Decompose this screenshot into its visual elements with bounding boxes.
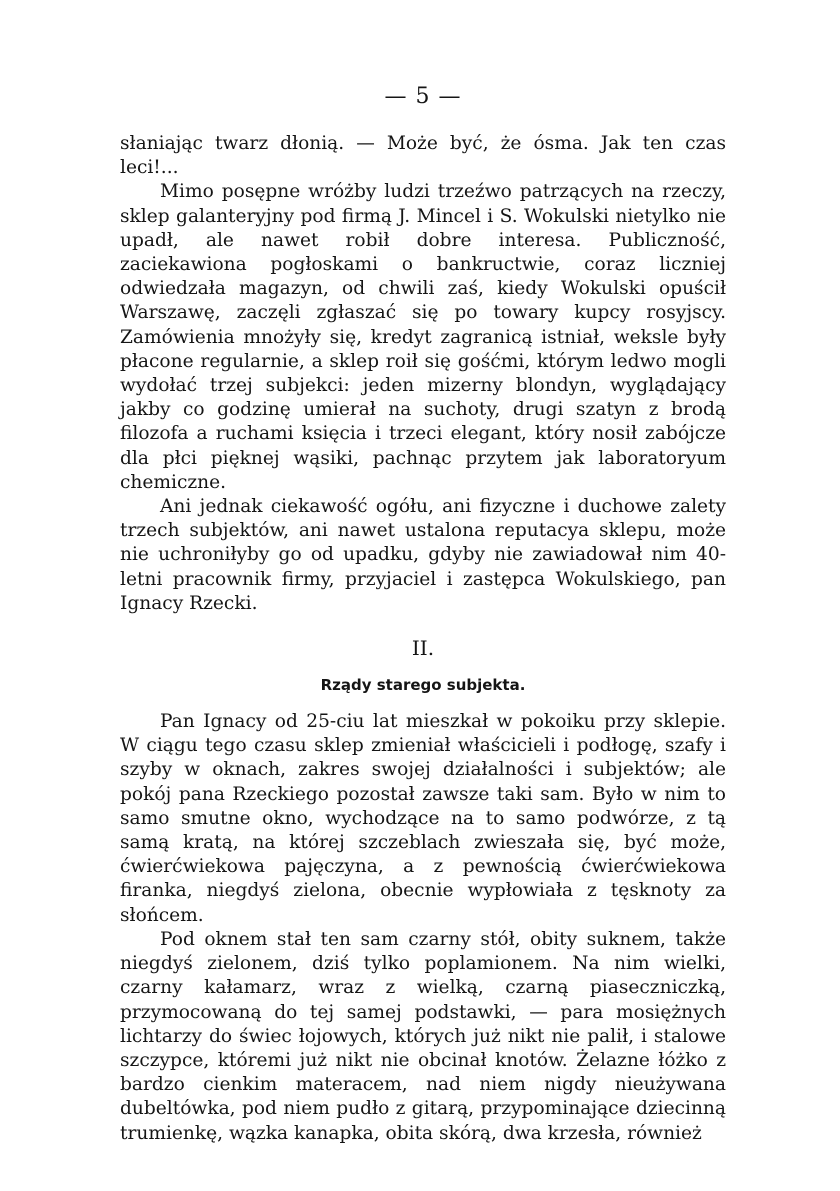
book-page bbox=[120, 82, 726, 1162]
chapter-title: Rządy starego subjekta. bbox=[320, 676, 526, 695]
chapter-number: II. bbox=[411, 636, 435, 661]
paragraph-continuation: słaniając twarz dłonią. — Może być, że ósma. Jak ten czas leci!... bbox=[120, 133, 726, 179]
section-bottom bbox=[120, 710, 726, 1146]
page-number: — 5 — bbox=[384, 84, 462, 109]
paragraph-rzecki-intro: Ani jednak ciekawość ogółu, ani fizyczne i duchowe zalety trzech subjektów, ani nawet ustalona reputacya sklepu, może nie uchroniłyby go od upadku, gdyby nie zawiadował nim 40-letni pracownik firmy, przyjaciel i zastępca Wokulskiego, pan Ignacy Rzecki. bbox=[120, 496, 726, 614]
paragraph-furniture: Pod oknem stał ten sam czarny stół, obity suknem, także niegdyś zielonem, dziś tylko poplamionem. Na nim wielki, czarny kałamarz, wraz z wielką, czarną piaseczniczką, przymocowaną do tej samej podstawki, — para mosiężnych lichtarzy do świec łojowych, których już nikt nie palił, i stalowe szczypce, któremi już nikt nie obcinał knotów. Żelazne łóżko z bardzo cienkim materacem, nad niem nigdy nieużywana dubeltówka, pod niem pudło z gitarą, przypominające dziecinną trumienkę, wązka kanapka, obita skórą, dwa krzesła, również bbox=[120, 928, 726, 1144]
paragraph-room-description: Pan Ignacy od 25-ciu lat mieszkał w pokoiku przy sklepie. W ciągu tego czasu sklep zmieniał właścicieli i podłogę, szafy i szyby w oknach, zakres swojej działalności i subjektów; ale pokój pana Rzeckiego pozostał zawsze taki sam. Było w nim to samo smutne okno, wychodzące na to samo podwórze, z tą samą kratą, na której szczeblach zwieszała się, być może, ćwierćwiekowa pajęczyna, a z pewnością ćwierćwiekowa firanka, niegdyś zielona, obecnie wypłowiała z tęsknoty za słońcem. bbox=[120, 711, 726, 926]
paragraph-shop-prospers: Mimo posępne wróżby ludzi trzeźwo patrzących na rzeczy, sklep galanteryjny pod firmą J. Mincel i S. Wokulski nietylko nie upadł, ale nawet robił dobre interesa. Publiczność, zaciekawiona pogłoskami o bankructwie, coraz liczniej odwiedzała magazyn, od chwili zaś, kiedy Wokulski opuścił Warszawę, zaczęli zgłaszać się po towary kupcy rosyjscy. Zamówienia mnożyły się, kredyt zagranicą istniał, weksle były płacone regularnie, a sklep roił się gośćmi, którym ledwo mogli wydołać trzej subjekci: jeden mizerny blondyn, wyglądający jakby co godzinę umierał na suchoty, drugi szatyn z brodą filozofa a ruchami księcia i trzeci elegant, który nosił zabójcze dla płci pięknej wąsiki, pachnąc przytem jak laboratoryum chemiczne. bbox=[120, 181, 726, 493]
section-top bbox=[120, 132, 726, 616]
